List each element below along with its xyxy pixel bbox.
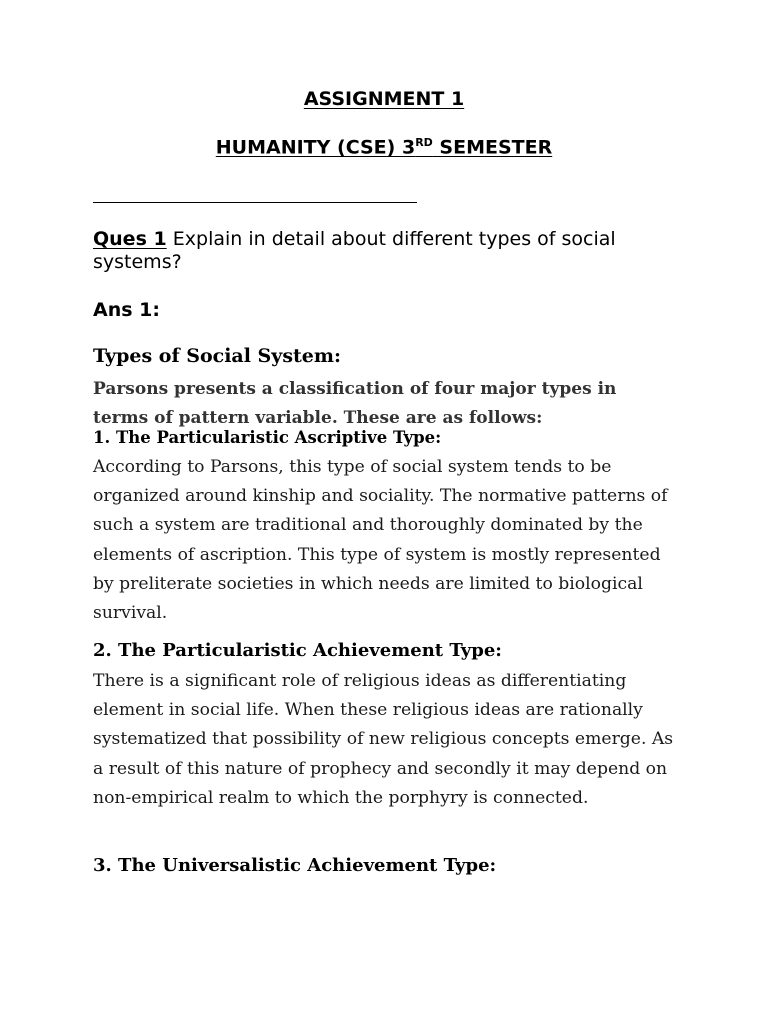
section-3-heading: 3. The Universalistic Achievement Type: [93,855,497,876]
course-title-superscript: RD [415,136,433,149]
question-label: Ques 1 [93,228,167,250]
question-1 [93,228,693,274]
section-2-heading: 2. The Particularistic Achievement Type: [93,640,502,661]
assignment-title [0,88,768,110]
section-1-body: According to Parsons, this type of social system tends to be organized around kinship and sociality. The normative patterns of such a system are traditional and thoroughly dominated by the elements of ascription. This type of system is mostly represented by preliterate societies in which needs are limited to biological survival. [93,457,668,624]
answer-intro: Parsons presents a classification of four major types in terms of pattern variable. These are as follows: [93,379,617,428]
answer-label: Ans 1: [93,299,160,321]
section-1-heading: 1. The Particularistic Ascriptive Type: [93,428,442,447]
section-2-body: There is a significant role of religious ideas as differentiating element in social life. When these religious ideas are rationally systematized that possibility of new religious concepts emerge. As a result of this nature of prophecy and secondly it may depend on non-empirical realm to which the porphyry is connected. [93,671,674,808]
horizontal-rule [93,202,417,203]
course-title-suffix: SEMESTER [432,136,553,159]
question-text: Explain in detail about different types of social systems? [93,228,616,273]
answer-heading: Types of Social System: [93,345,342,367]
course-title [0,136,768,158]
assignment-title-text: ASSIGNMENT 1 [303,88,465,110]
course-title-prefix: HUMANITY (CSE) 3 [215,136,416,159]
